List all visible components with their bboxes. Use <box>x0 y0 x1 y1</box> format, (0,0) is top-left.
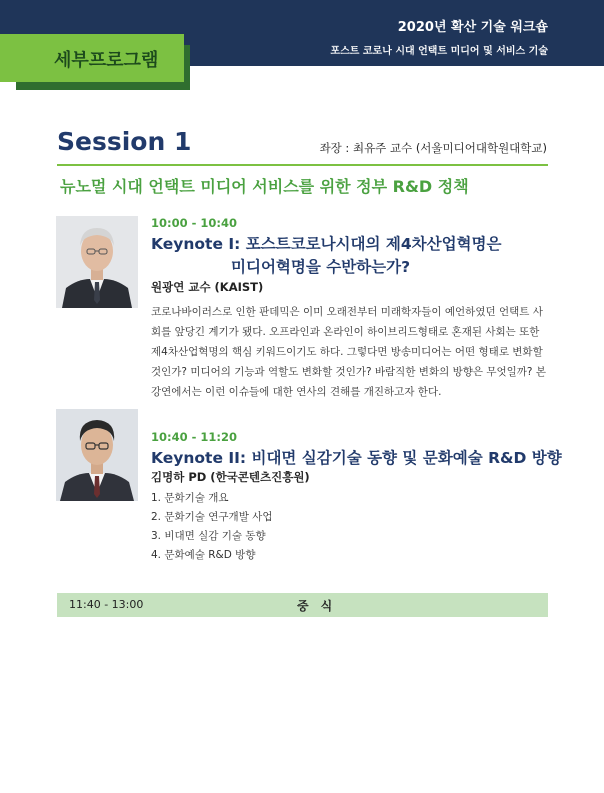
lunch-break-label: 중식 <box>297 599 345 613</box>
workshop-subtitle: 포스트 코로나 시대 언택트 미디어 및 서비스 기술 <box>330 46 548 57</box>
keynote-2-title: Keynote II: 비대면 실감기술 동향 및 문화예술 R&D 방향 <box>151 449 562 467</box>
session-subtitle: 뉴노멀 시대 언택트 미디어 서비스를 위한 정부 R&D 정책 <box>60 177 469 196</box>
session-chair: 좌장 : 최유주 교수 (서울미디어대학원대학교) <box>319 141 547 155</box>
keynote-1-title-line1: Keynote I: 포스트코로나시대의 제4차산업혁명은 <box>151 235 502 253</box>
list-item: 4. 문화예술 R&D 방향 <box>151 549 256 561</box>
keynote-1-speaker: 원광연 교수 (KAIST) <box>151 280 264 294</box>
keynote-1-title-line2: 미디어혁명을 수반하는가? <box>231 258 411 276</box>
keynote-1-time: 10:00 - 10:40 <box>151 216 237 230</box>
list-item: 2. 문화기술 연구개발 사업 <box>151 511 273 523</box>
section-tag <box>0 34 184 82</box>
lunch-break-bar <box>57 593 548 617</box>
session-divider <box>57 164 548 166</box>
keynote-2-speaker: 김명하 PD (한국콘텐츠진흥원) <box>151 470 310 484</box>
keynote-2-time: 10:40 - 11:20 <box>151 430 237 444</box>
list-item: 1. 문화기술 개요 <box>151 492 229 504</box>
workshop-title: 2020년 확산 기술 워크숍 <box>397 20 548 35</box>
section-tag-label: 세부프로그램 <box>54 50 159 71</box>
speaker-photo-1 <box>56 216 138 308</box>
keynote-1-abstract: 코로나바이러스로 인한 판데믹은 이미 오래전부터 미래학자들이 예언하였던 언택트 사회를 앞당긴 계기가 됐다. 오프라인과 온라인이 하이브리드형태로 혼재된 사회는 또한 제4차산업혁명의 핵심 키워드이기도 하다. 그렇다면 방송미디어는 어떤 형태로 변화할 것인가? 미디어의 기능과 역할도 변화할 것인가? 바람직한 변화의 방향은 무엇일까? 본 강연에서는 이런 이슈들에 대한 연사의 견해를 개진하고자 한다. <box>151 306 546 398</box>
keynote-2-topics <box>151 489 272 565</box>
session-title: Session 1 <box>57 127 192 156</box>
list-item: 3. 비대면 실감 기술 동향 <box>151 530 266 542</box>
speaker-portrait-1-icon <box>56 216 138 308</box>
speaker-portrait-2-icon <box>56 409 138 501</box>
speaker-photo-2 <box>56 409 138 501</box>
lunch-break-time: 11:40 - 13:00 <box>69 598 144 611</box>
